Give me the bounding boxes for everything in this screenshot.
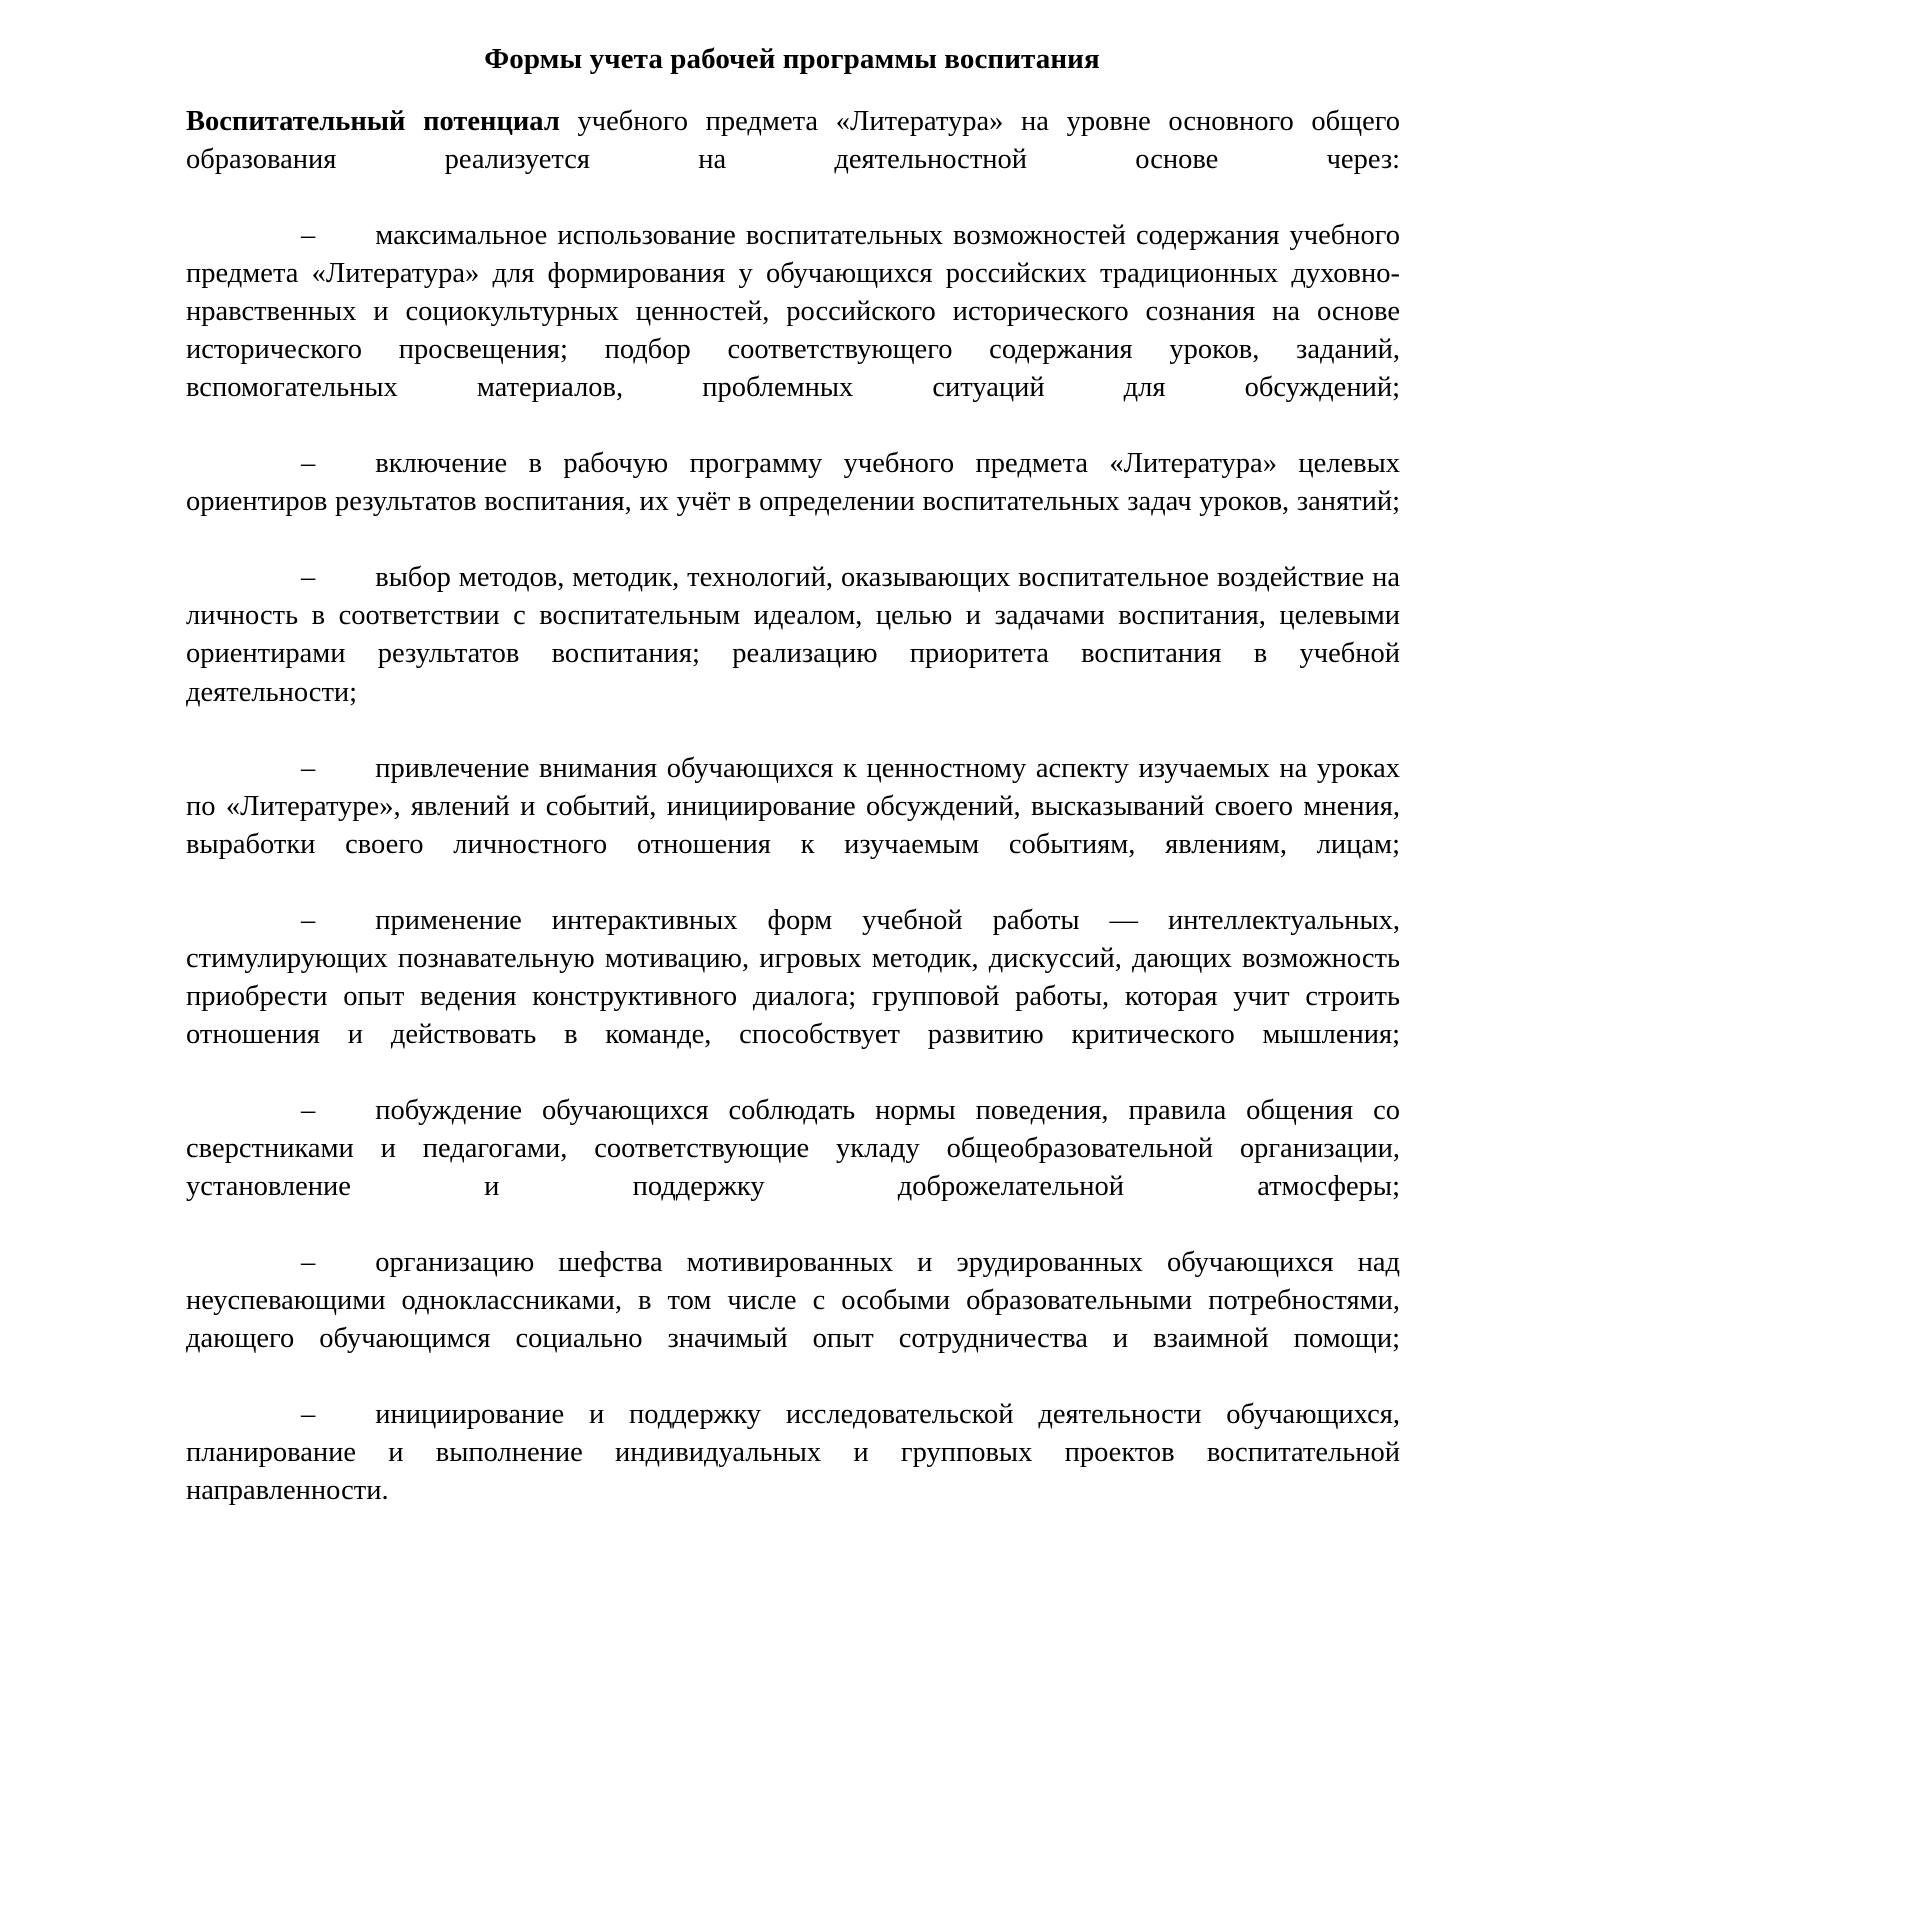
bullet-marker-icon: –	[301, 1095, 316, 1127]
bullet-marker-icon: –	[301, 1247, 316, 1279]
intro-lead-bold: Воспитательный потенциал	[186, 105, 560, 137]
bullet-text: максимальное использование воспитательных возможностей содержания учебного предмета «Литература» для формирования у обучающихся российских традиционных духовно-нравственных и социокультурных ценностей, российского исторического сознания на основе исторического просвещения; подбор соответствующего содержания уроков, заданий, вспомогательных материалов, проблемных ситуаций для обсуждений;	[186, 219, 1400, 404]
bullet-item	[186, 559, 1400, 749]
page-title: Формы учета рабочей программы воспитания	[484, 43, 1100, 75]
bullet-text: побуждение обучающихся соблюдать нормы поведения, правила общения со сверстниками и педагогами, соответствующие укладу общеобразовательной организации, установление и поддержку доброжелательной атмосферы;	[186, 1095, 1400, 1203]
bullet-item	[186, 445, 1400, 559]
bullet-marker-icon: –	[301, 219, 316, 251]
bullet-text: выбор методов, методик, технологий, оказывающих воспитательное воздействие на личность в соответствии с воспитательным идеалом, целью и задачами воспитания, целевыми ориентирами результатов воспитания; реализацию приоритета воспитания в учебной деятельности;	[186, 562, 1400, 708]
bullet-item	[186, 750, 1400, 902]
bullet-marker-icon: –	[301, 448, 316, 480]
bullet-item	[186, 217, 1400, 445]
bullet-marker-icon: –	[301, 1399, 316, 1431]
bullet-marker-icon: –	[301, 562, 316, 594]
bullet-text: организацию шефства мотивированных и эрудированных обучающихся над неуспевающими одноклассниками, в том числе с особыми образовательными потребностями, дающего обучающимся социально значимый опыт сотрудничества и взаимной помощи;	[186, 1247, 1400, 1355]
bullet-marker-icon: –	[301, 904, 316, 936]
document-body	[186, 103, 1400, 1549]
bullet-item	[186, 1092, 1400, 1244]
bullet-item	[186, 902, 1400, 1092]
bullet-text: применение интерактивных форм учебной работы — интеллектуальных, стимулирующих познавательную мотивацию, игровых методик, дискуссий, дающих возможность приобрести опыт ведения конструктивного диалога; групповой работы, которая учит строить отношения и действовать в команде, способствует развитию критического мышления;	[186, 904, 1400, 1050]
bullet-item	[186, 1244, 1400, 1396]
bullet-text: инициирование и поддержку исследовательской деятельности обучающихся, планирование и выполнение индивидуальных и групповых проектов воспитательной направленности.	[186, 1399, 1400, 1507]
intro-rest: учебного предмета «Литература» на уровне основного общего образования реализуется на деятельностной основе через:	[186, 105, 1400, 175]
intro-paragraph	[186, 103, 1400, 217]
bullet-marker-icon: –	[301, 752, 316, 784]
bullet-text: включение в рабочую программу учебного предмета «Литература» целевых ориентиров результатов воспитания, их учёт в определении воспитательных задач уроков, занятий;	[186, 448, 1400, 518]
bullet-text: привлечение внимания обучающихся к ценностному аспекту изучаемых на уроках по «Литературе», явлений и событий, инициирование обсуждений, высказываний своего мнения, выработки своего личностного отношения к изучаемым событиям, явлениям, лицам;	[186, 752, 1400, 860]
bullet-item	[186, 1396, 1400, 1548]
